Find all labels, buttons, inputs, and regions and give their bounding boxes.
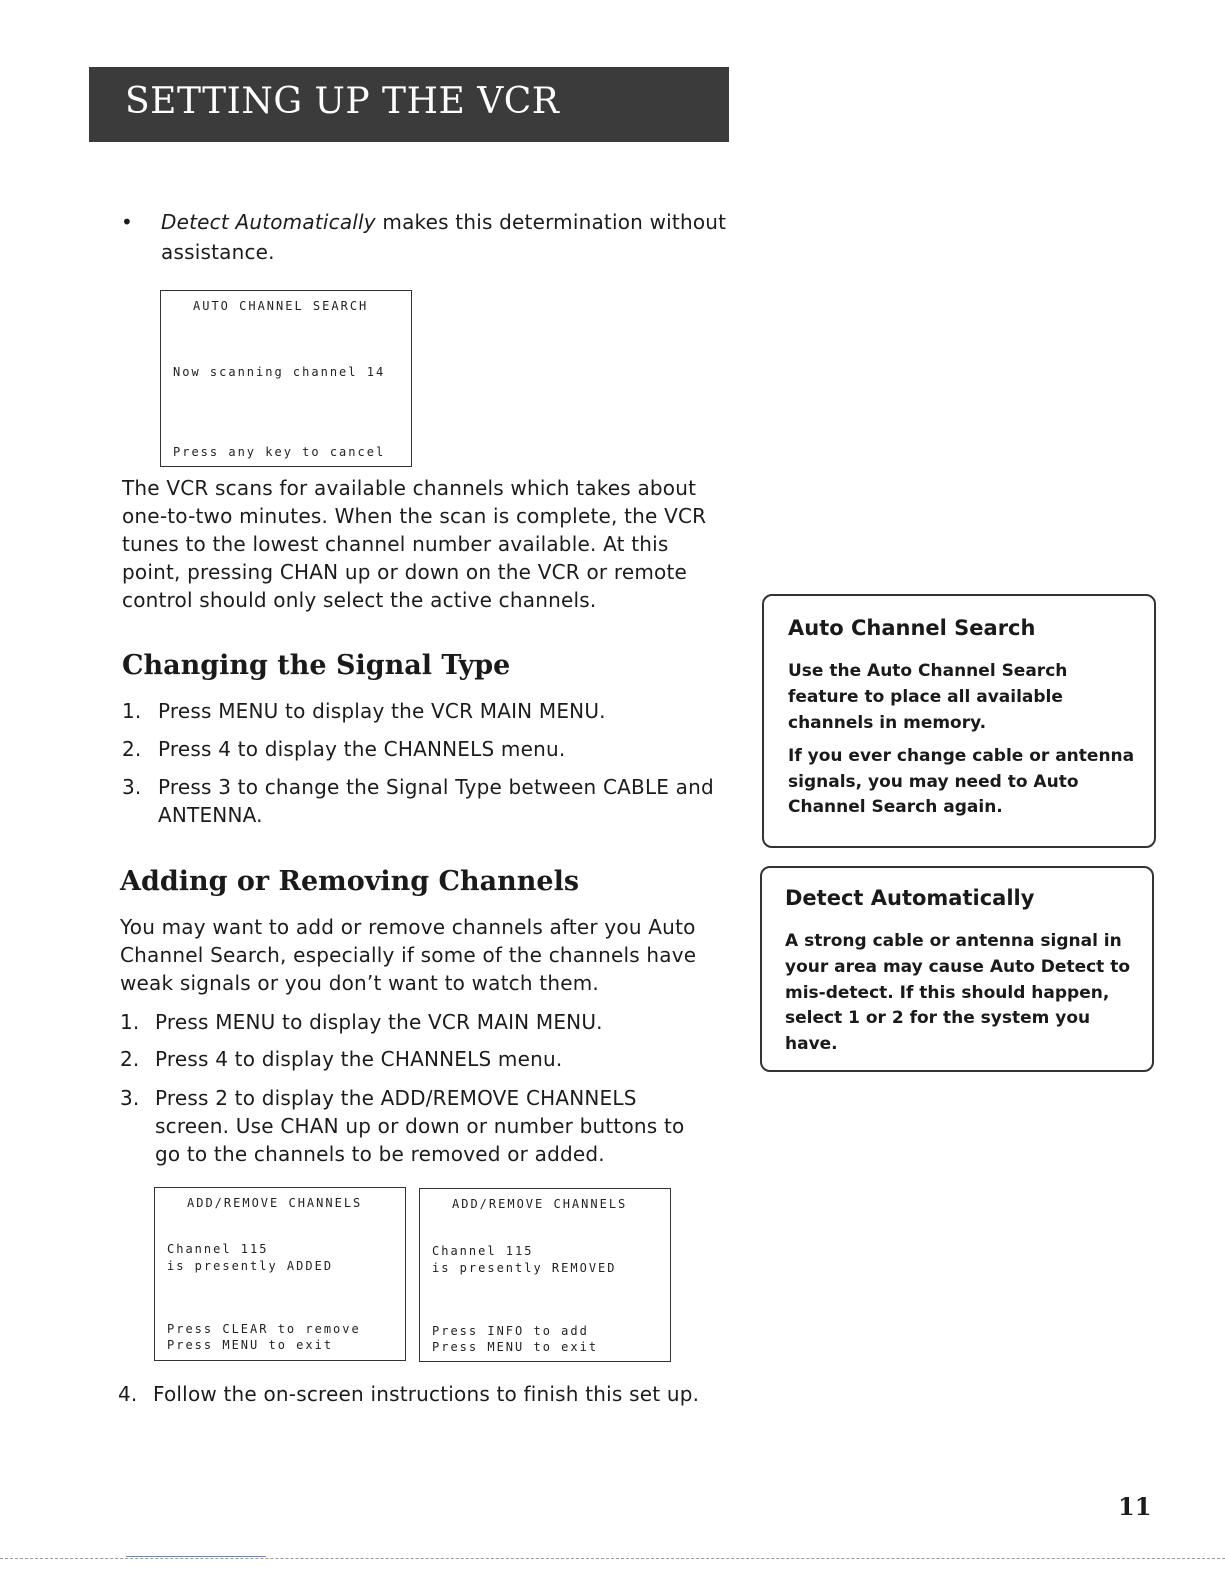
screen-title: ADD/REMOVE CHANNELS (452, 1197, 628, 1211)
screen-line: is presently REMOVED (432, 1261, 617, 1275)
sidebar-title: Auto Channel Search (788, 616, 1036, 640)
sidebar-text: your area may cause Auto Detect to (785, 957, 1131, 977)
sidebar-text: feature to place all available (788, 687, 1063, 707)
step-number: 1. (122, 699, 142, 723)
sidebar-text: mis-detect. If this should happen, (785, 983, 1110, 1003)
step-number: 2. (120, 1047, 140, 1071)
paragraph-line: one-to-two minutes. When the scan is complete, the VCR (122, 504, 707, 528)
section-heading-add-remove: Adding or Removing Channels (120, 866, 580, 897)
bullet-text: makes this determination without (375, 210, 727, 234)
sidebar-text: Channel Search again. (788, 797, 1003, 817)
step-text: ANTENNA. (158, 803, 263, 827)
step-text: Follow the on-screen instructions to finish this set up. (153, 1382, 700, 1406)
sidebar-auto-channel-search (762, 594, 1156, 848)
sidebar-text: channels in memory. (788, 713, 987, 733)
step-text: Press MENU to display the VCR MAIN MENU. (155, 1010, 603, 1034)
page-number: 11 (1118, 1492, 1152, 1521)
screen-title: AUTO CHANNEL SEARCH (193, 299, 369, 313)
step-text: go to the channels to be removed or added. (155, 1142, 605, 1166)
screen-title: ADD/REMOVE CHANNELS (187, 1196, 363, 1210)
sidebar-text: If you ever change cable or antenna (788, 746, 1135, 766)
auto-channel-search-screen (160, 290, 412, 467)
step-text: Press 2 to display the ADD/REMOVE CHANNELS (155, 1086, 637, 1110)
screen-line: Channel 115 (432, 1244, 534, 1258)
bullet-text-line2: assistance. (161, 240, 275, 264)
screen-status-line: Now scanning channel 14 (173, 365, 386, 379)
sidebar-text: have. (785, 1034, 838, 1054)
add-remove-step-4 (118, 1380, 758, 1410)
paragraph-line: Channel Search, especially if some of the channels have (120, 943, 697, 967)
step-text: Press 4 to display the CHANNELS menu. (155, 1047, 563, 1071)
sidebar-text: select 1 or 2 for the system you (785, 1008, 1091, 1028)
screen-footer-line: Press INFO to add (432, 1324, 589, 1338)
add-remove-screen-removed (419, 1188, 671, 1362)
paragraph-line: control should only select the active channels. (122, 588, 597, 612)
step-number: 2. (122, 737, 142, 761)
add-remove-steps (120, 1008, 740, 1168)
paragraph-line: You may want to add or remove channels after you Auto (120, 915, 696, 939)
screen-footer-line: Press CLEAR to remove (167, 1322, 361, 1336)
sidebar-text: A strong cable or antenna signal in (785, 931, 1122, 951)
step-text: Press 4 to display the CHANNELS menu. (158, 737, 566, 761)
page-header-banner (89, 67, 729, 142)
bullet-symbol: • (121, 210, 133, 234)
bullet-term: Detect Automatically (161, 210, 376, 234)
signal-type-steps (122, 697, 742, 827)
step-text: screen. Use CHAN up or down or number buttons to (155, 1114, 685, 1138)
paragraph-line: The VCR scans for available channels which takes about (122, 476, 697, 500)
sidebar-detect-automatically (760, 866, 1154, 1072)
sidebar-text: signals, you may need to Auto (788, 772, 1079, 792)
bottom-divider (0, 1558, 1225, 1559)
bullet-item-detect (161, 208, 726, 236)
step-text: Press MENU to display the VCR MAIN MENU. (158, 699, 606, 723)
screen-footer-line: Press MENU to exit (167, 1338, 334, 1352)
step-number: 3. (122, 775, 142, 799)
step-text: Press 3 to change the Signal Type between CABLE and (158, 775, 714, 799)
screen-footer-line: Press any key to cancel (173, 445, 386, 459)
section-heading-signal-type: Changing the Signal Type (122, 650, 511, 681)
step-number: 1. (120, 1010, 140, 1034)
page-header-title: SETTING UP THE VCR (125, 81, 560, 122)
add-remove-intro (120, 913, 740, 997)
sidebar-text: Use the Auto Channel Search (788, 661, 1068, 681)
paragraph-line: weak signals or you don’t want to watch them. (120, 971, 599, 995)
screen-line: is presently ADDED (167, 1259, 334, 1273)
step-number: 4. (118, 1382, 138, 1406)
paragraph-line: point, pressing CHAN up or down on the VCR or remote (122, 560, 688, 584)
sidebar-title: Detect Automatically (785, 886, 1035, 910)
scan-paragraph (122, 474, 742, 614)
bottom-divider-accent (126, 1556, 266, 1557)
screen-footer-line: Press MENU to exit (432, 1340, 599, 1354)
paragraph-line: tunes to the lowest channel number available. At this (122, 532, 669, 556)
add-remove-screen-added (154, 1187, 406, 1361)
step-number: 3. (120, 1086, 140, 1110)
screen-line: Channel 115 (167, 1242, 269, 1256)
